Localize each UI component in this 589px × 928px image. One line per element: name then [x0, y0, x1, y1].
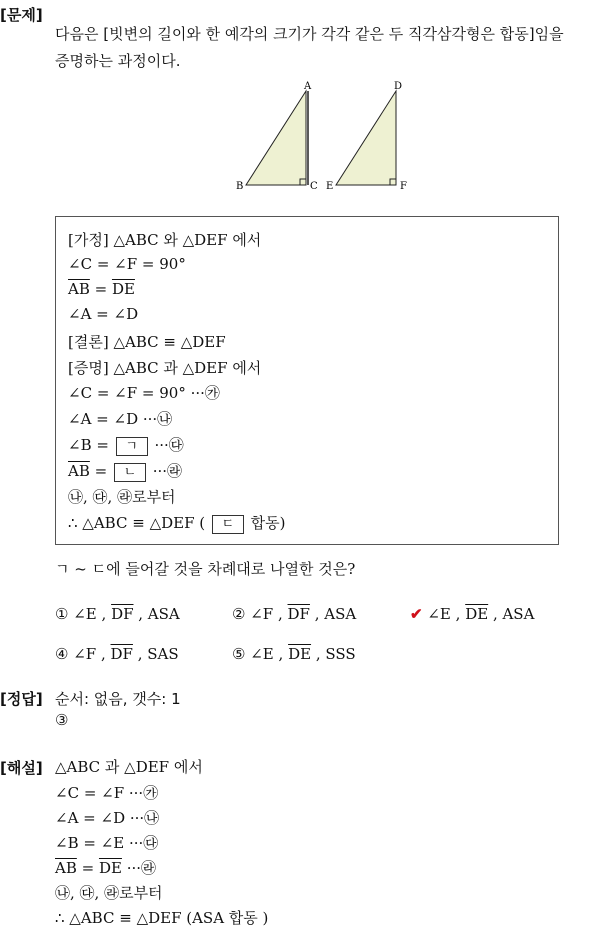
proof-line: ㉯, ㉰, ㉱로부터 — [68, 488, 176, 506]
triangle-figure — [230, 78, 410, 194]
option-4[interactable]: ④ ∠F , $\overline{DF}$ , SAS — [55, 645, 179, 663]
label-f: F — [400, 181, 407, 192]
option-1[interactable]: ① ∠E , $\overline{DF}$ , ASA — [55, 605, 180, 623]
triangle-abc — [246, 91, 306, 185]
proof-line: [가정] △ABC 와 △DEF 에서 — [68, 231, 262, 249]
label-e: E — [326, 181, 334, 192]
problem-text-line1: 다음은 [빗변의 길이와 한 예각의 크기가 각각 같은 두 직각삼각형은 합동]임을 — [55, 25, 564, 43]
label-b: B — [236, 181, 244, 192]
proof-line: ∠C = ∠F = 90° ···㉮ — [68, 384, 220, 402]
option-5[interactable]: ⑤ ∠E , $\overline{DE}$ , SSS — [232, 645, 356, 663]
explanation-header: [해설] — [0, 759, 43, 777]
proof-line: $\overline{AB}$ = ㄴ ···㉱ — [68, 462, 183, 480]
proof-line: ∠A = ∠D ···㉯ — [68, 410, 173, 428]
triangle-def — [336, 91, 396, 185]
proof-line: [결론] △ABC ≡ △DEF — [68, 333, 226, 351]
proof-line: ∠B = ㄱ ···㉰ — [68, 436, 184, 454]
answer-summary: 순서: 없음, 갯수: 1 — [55, 690, 181, 708]
blank-box-b: ㄴ — [114, 463, 146, 482]
explanation-line: ∠A = ∠D ···㉯ — [55, 809, 160, 827]
explanation-line: ∠C = ∠F ···㉮ — [55, 784, 159, 802]
explanation-line: ∴ △ABC ≡ △DEF (ASA 합동 ) — [55, 909, 269, 927]
proof-box — [55, 216, 559, 545]
question-text: ㄱ ~ ㄷ에 들어갈 것을 차례대로 나열한 것은? — [55, 560, 356, 578]
explanation-line: ∠B = ∠E ···㉰ — [55, 834, 159, 852]
label-d: D — [394, 81, 403, 92]
proof-line: ∴ △ABC ≡ △DEF ( ㄷ 합동) — [68, 514, 286, 532]
blank-box-a: ㄱ — [116, 437, 148, 456]
answer-value: ③ — [55, 711, 69, 729]
problem-text-line2: 증명하는 과정이다. — [55, 52, 181, 70]
proof-line: ∠C = ∠F = 90° — [68, 255, 186, 273]
checkmark-icon: ✔ — [410, 605, 423, 623]
label-a: A — [304, 81, 312, 92]
label-c: C — [310, 181, 318, 192]
answer-header: [정답] — [0, 690, 43, 708]
explanation-line: ㉯, ㉰, ㉱로부터 — [55, 884, 163, 902]
explanation-line: △ABC 과 △DEF 에서 — [55, 758, 203, 776]
option-2[interactable]: ② ∠F , $\overline{DF}$ , ASA — [232, 605, 357, 623]
proof-line: ∠A = ∠D — [68, 305, 139, 323]
explanation-line: $\overline{AB} = \overline{DE}$ ···㉱ — [55, 859, 157, 877]
problem-header: [문제] — [0, 6, 43, 24]
option-3[interactable]: ✔ ∠E , $\overline{DE}$ , ASA — [410, 605, 535, 623]
blank-box-c: ㄷ — [212, 515, 244, 534]
proof-line: [증명] △ABC 과 △DEF 에서 — [68, 359, 262, 377]
proof-line: $\overline{AB} = \overline{DE}$ — [68, 280, 135, 298]
